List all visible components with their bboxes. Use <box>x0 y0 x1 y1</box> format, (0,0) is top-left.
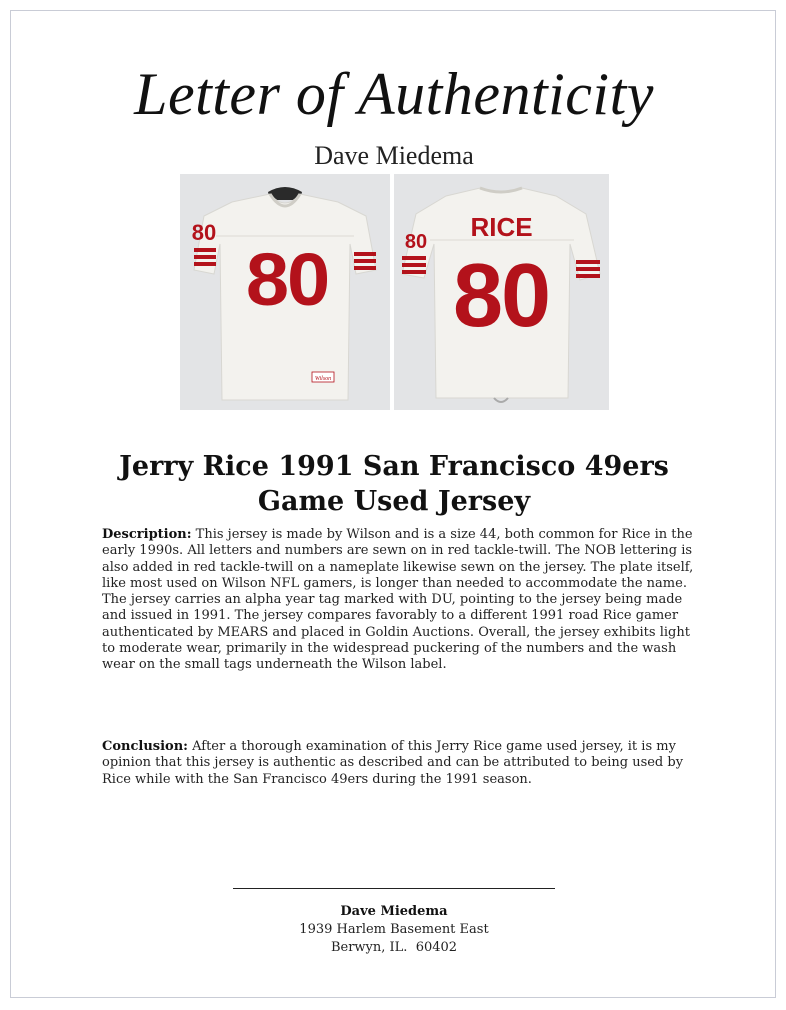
wilson-tag-text: Wilson <box>314 376 332 382</box>
jersey-front-number: 80 <box>245 238 329 321</box>
jersey-front-photo <box>180 174 390 410</box>
item-heading-line2: Game Used Jersey <box>257 486 531 517</box>
letter-page <box>10 10 776 998</box>
item-heading-line1: Jerry Rice 1991 San Francisco 49ers <box>119 451 669 482</box>
letter-title: Letter of Authenticity <box>134 61 654 127</box>
jersey-front-sleeve-number: 80 <box>191 220 217 245</box>
description-paragraph <box>102 527 702 674</box>
jersey-back-photo <box>394 174 609 410</box>
jersey-back-sleeve-number: 80 <box>404 231 428 253</box>
jersey-nameplate: RICE <box>470 212 533 242</box>
signature-city: Berwyn, IL. 60402 <box>330 940 458 955</box>
item-heading <box>51 449 737 519</box>
author-name: Dave Miedema <box>314 141 474 170</box>
description-label: Description: <box>102 527 192 542</box>
signature-address: 1939 Harlem Basement East <box>299 922 489 937</box>
signature-name: Dave Miedema <box>340 904 448 919</box>
conclusion-text: After a thorough examination of this Jerry Rice game used jersey, it is my opinion that this jersey is authentic as described and can be attributed to being used by Rice while with the San Francisco 49ers during the 1991 season. <box>102 739 684 787</box>
conclusion-paragraph <box>102 739 702 788</box>
jersey-back-number: 80 <box>452 246 550 346</box>
signature-block <box>11 903 777 957</box>
description-text: This jersey is made by Wilson and is a size 44, both common for Rice in the early 1990s. All letters and numbers are sewn on in red tackle-twill. The NOB lettering is also added in red tackle-twill on a nameplate likewise sewn on the jersey. The plate itself, like most used on Wilson NFL gamers, is longer than needed to accommodate the name. The jersey carries an alpha year tag marked with DU, pointing to the jersey being made and issued in 1991. The jersey compares favorably to a different 1991 road Rice gamer authenticated by MEARS and placed in Goldin Auctions. Overall, the jersey exhibits light to moderate wear, primarily in the widespread puckering of the numbers and the wash wear on the small tags underneath the Wilson label. <box>102 527 694 673</box>
conclusion-label: Conclusion: <box>102 739 188 754</box>
signature-line <box>233 888 555 889</box>
